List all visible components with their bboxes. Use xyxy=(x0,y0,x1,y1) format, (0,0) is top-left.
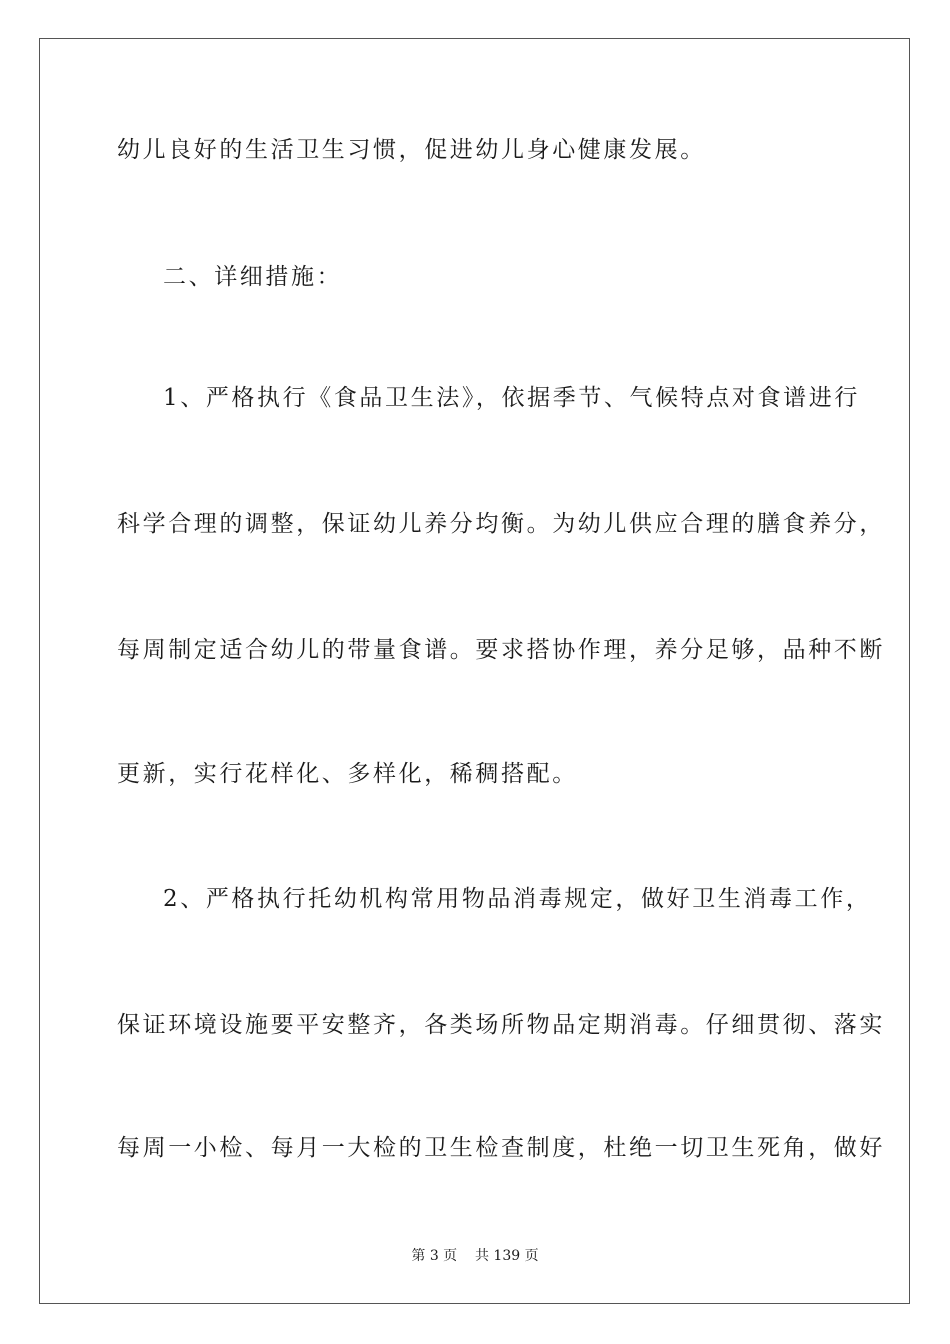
section-heading: 二、详细措施： xyxy=(163,264,343,290)
text-line: 科学合理的调整，保证幼儿养分均衡。为幼儿供应合理的膳食养分， xyxy=(117,511,885,537)
text-line: 2、严格执行托幼机构常用物品消毒规定，做好卫生消毒工作， xyxy=(163,886,872,912)
text-line: 保证环境设施要平安整齐，各类场所物品定期消毒。仔细贯彻、落实 xyxy=(117,1012,885,1038)
text-line: 每周一小检、每月一大检的卫生检查制度，杜绝一切卫生死角，做好 xyxy=(117,1135,885,1161)
page-border xyxy=(39,38,910,1304)
text-line: 每周制定适合幼儿的带量食谱。要求搭协作理，养分足够，品种不断 xyxy=(117,637,885,663)
text-line: 1、严格执行《食品卫生法》，依据季节、气候特点对食谱进行 xyxy=(163,385,860,411)
text-line: 更新，实行花样化、多样化，稀稠搭配。 xyxy=(117,761,578,787)
text-line: 幼儿良好的生活卫生习惯，促进幼儿身心健康发展。 xyxy=(117,137,706,163)
page-number-footer: 第 3 页 共 139 页 xyxy=(411,1248,539,1264)
